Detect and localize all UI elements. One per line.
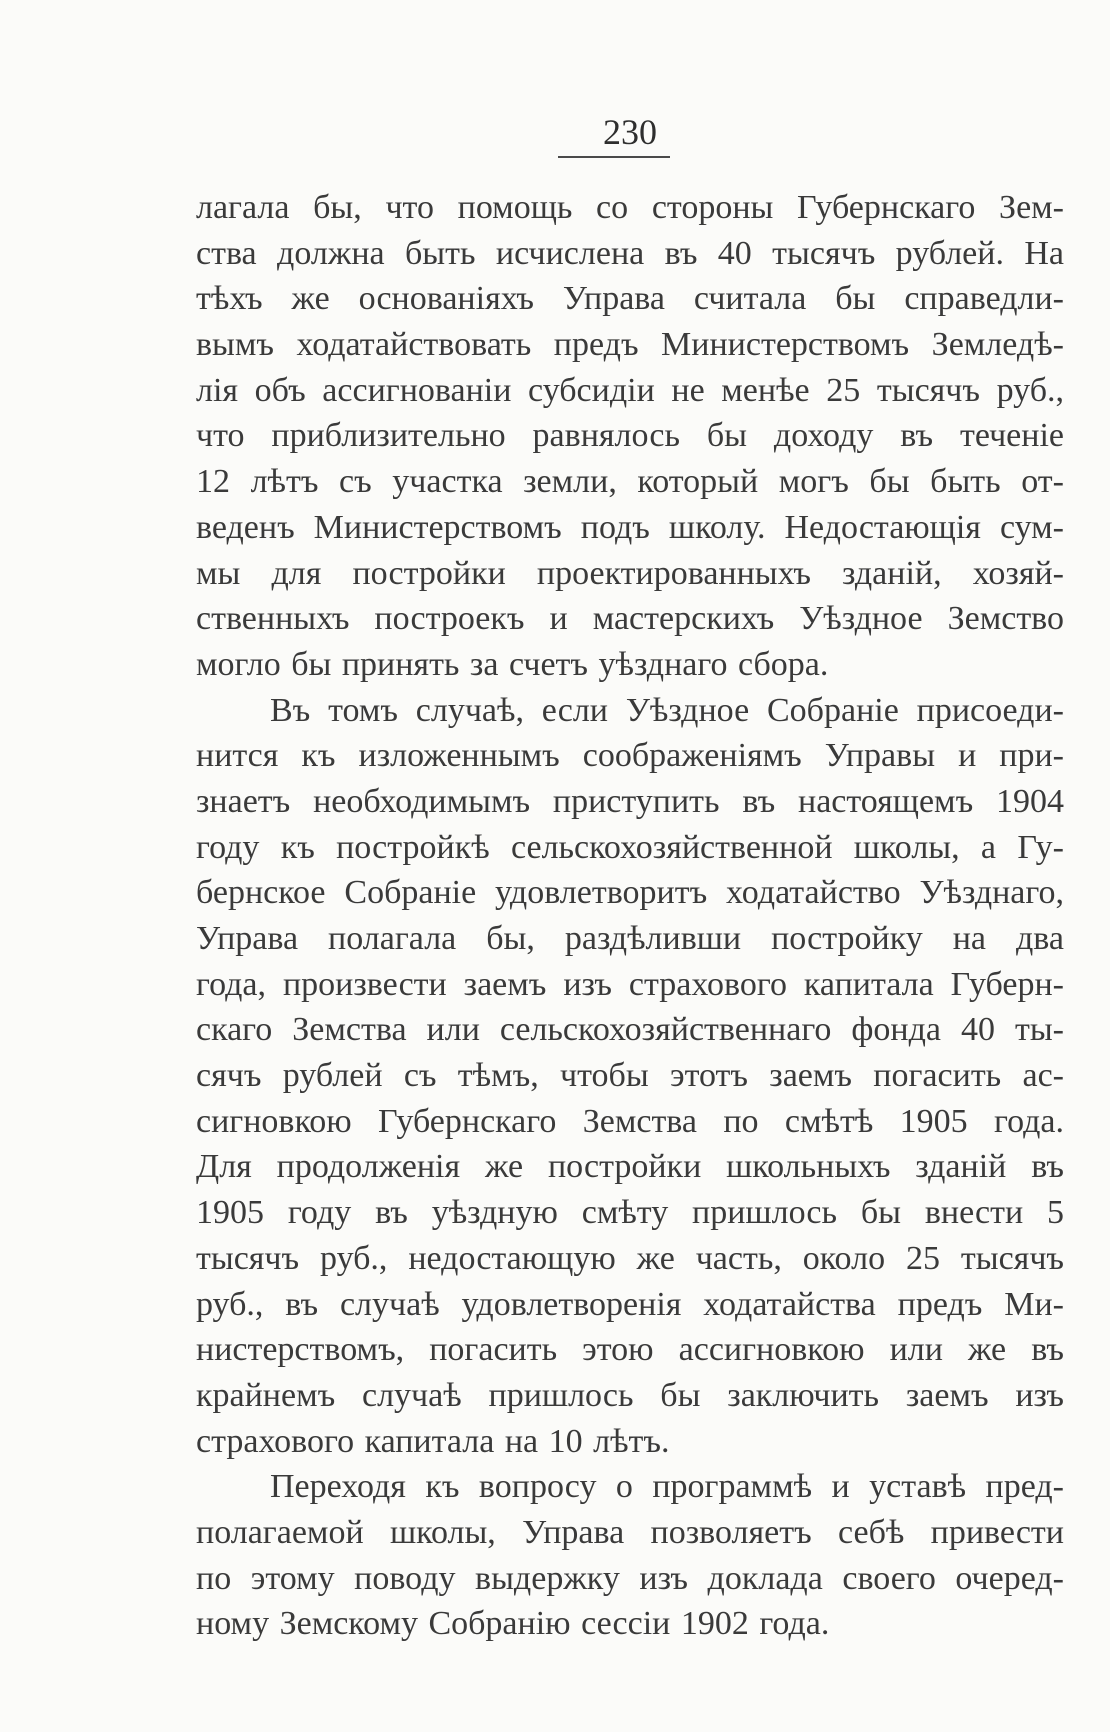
page-number-underline bbox=[558, 156, 670, 158]
text-line: скаго Земства или сельскохозяйственнаго фонда 40 ты- bbox=[196, 1011, 1064, 1049]
text-line: полагаемой школы, Управа позволяетъ себѣ привести bbox=[196, 1513, 1064, 1551]
text-line: ственныхъ построекъ и мастерскихъ Уѣздное Земство bbox=[196, 600, 1064, 638]
text-line: мы для постройки проектированныхъ зданій, хозяй- bbox=[196, 554, 1064, 592]
text-line: крайнемъ случаѣ пришлось бы заключить заемъ изъ bbox=[196, 1376, 1064, 1414]
text-line: Въ томъ случаѣ, если Уѣздное Собраніе присоеди- bbox=[270, 691, 1064, 729]
text-line: бернское Собраніе удовлетворитъ ходатайство Уѣзднаго, bbox=[196, 874, 1064, 912]
text-line: сигновкою Губернскаго Земства по смѣтѣ 1905 года. bbox=[196, 1102, 1064, 1140]
text-line: Переходя къ вопросу о программѣ и уставѣ пред- bbox=[270, 1468, 1064, 1506]
text-line: руб., въ случаѣ удовлетворенія ходатайства предъ Ми- bbox=[196, 1285, 1064, 1323]
text-line: нистерствомъ, погасить этою ассигновкою или же въ bbox=[196, 1331, 1064, 1369]
text-line: нится къ изложеннымъ соображеніямъ Управы и при- bbox=[196, 737, 1064, 775]
text-line: году къ постройкѣ сельскохозяйственной школы, а Гу- bbox=[196, 828, 1064, 866]
text-line: лія объ ассигнованіи субсидіи не менѣе 25 тысячъ руб., bbox=[196, 371, 1064, 409]
text-line: ства должна быть исчислена въ 40 тысячъ рублей. На bbox=[196, 234, 1064, 272]
text-line: ному Земскому Собранію сессіи 1902 года. bbox=[196, 1605, 830, 1643]
text-line: по этому поводу выдержку изъ доклада своего очеред- bbox=[196, 1559, 1064, 1597]
text-line: знаетъ необходимымъ приступить въ настоящемъ 1904 bbox=[196, 782, 1064, 820]
text-line: тысячъ руб., недостающую же часть, около 25 тысячъ bbox=[196, 1239, 1064, 1277]
text-line: 12 лѣтъ съ участка земли, который могъ бы быть от- bbox=[196, 463, 1064, 501]
page-number: 230 bbox=[603, 112, 657, 152]
text-line: Управа полагала бы, раздѣливши постройку на два bbox=[196, 920, 1064, 957]
text-line: Для продолженія же постройки школьныхъ зданій въ bbox=[196, 1148, 1064, 1186]
body-text bbox=[196, 185, 1064, 1647]
text-line: 1905 году въ уѣздную смѣту пришлось бы внести 5 bbox=[196, 1194, 1064, 1232]
text-line: что приблизительно равнялось бы доходу въ теченіе bbox=[196, 417, 1064, 455]
text-line: тѣхъ же основаніяхъ Управа считала бы справедли- bbox=[196, 280, 1064, 318]
text-line: лагала бы, что помощь со стороны Губернскаго Зем- bbox=[196, 189, 1064, 226]
text-line: страхового капитала на 10 лѣтъ. bbox=[196, 1422, 670, 1460]
text-line: года, произвести заемъ изъ страхового капитала Губерн- bbox=[196, 965, 1064, 1003]
text-line: могло бы принять за счетъ уѣзднаго сбора. bbox=[196, 645, 829, 683]
text-line: вымъ ходатайствовать предъ Министерствомъ Земледѣ- bbox=[196, 326, 1064, 364]
text-line: сячъ рублей съ тѣмъ, чтобы этотъ заемъ погасить ас- bbox=[196, 1057, 1064, 1095]
text-line: веденъ Министерствомъ подъ школу. Недостающія сум- bbox=[196, 508, 1064, 546]
